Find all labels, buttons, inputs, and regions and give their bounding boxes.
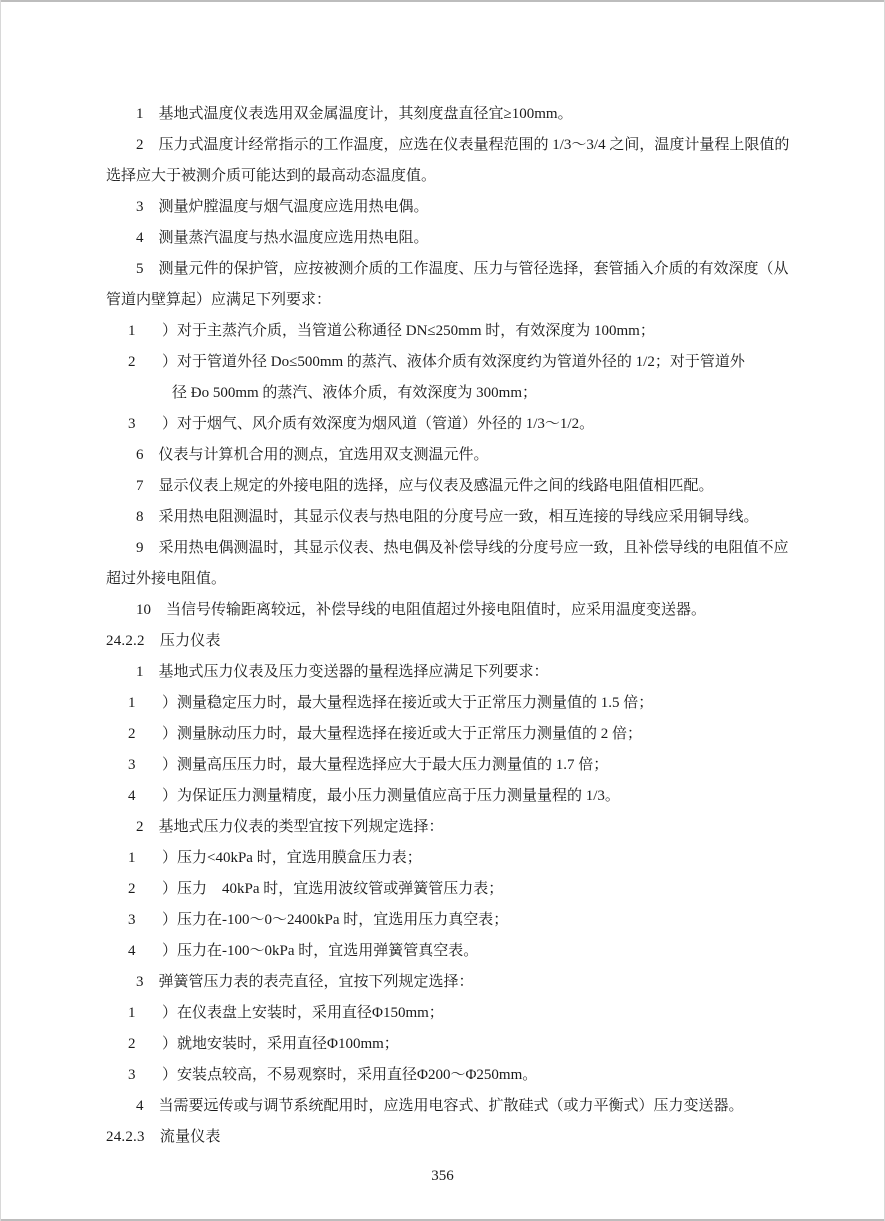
paragraph-pressure-1: 1 基地式压力仪表及压力变送器的量程选择应满足下列要求： xyxy=(136,664,549,680)
list-item-number: 1 xyxy=(128,1005,136,1021)
list-item-number: 3 xyxy=(128,912,136,928)
list-item-text: ）对于烟气、风介质有效深度为烟风道（管道）外径的 1/3～1/2。 xyxy=(162,416,595,432)
list-item-text: ）测量脉动压力时，最大量程选择在接近或大于正常压力测量值的 2 倍； xyxy=(162,726,643,742)
list-item xyxy=(106,1029,796,1060)
list-item xyxy=(106,874,796,905)
list-item xyxy=(106,936,796,967)
list-item-text: ）为保证压力测量精度，最小压力测量值应高于压力测量量程的 1/3。 xyxy=(162,788,620,804)
paragraph-temp-10: 10 当信号传输距离较远，补偿导线的电阻值超过外接电阻值时，应采用温度变送器。 xyxy=(136,602,707,618)
paragraph-temp-1: 1 基地式温度仪表选用双金属温度计，其刻度盘直径宜≥100mm。 xyxy=(136,106,573,122)
list-item-text: ）测量高压压力时，最大量程选择应大于最大压力测量值的 1.7 倍； xyxy=(162,757,609,773)
list-item-number: 2 xyxy=(128,726,136,742)
list-item-number: 2 xyxy=(128,354,136,370)
list-item-continuation: 径 Ðo 500mm 的蒸汽、液体介质，有效深度为 300mm； xyxy=(172,385,538,401)
list-item xyxy=(106,688,796,719)
list-item xyxy=(106,750,796,781)
page-left-border xyxy=(0,0,1,1221)
list-item-text: ）就地安装时，采用直径Φ100mm； xyxy=(162,1036,399,1052)
list-item xyxy=(106,1060,796,1091)
list-item-number: 2 xyxy=(128,881,136,897)
paragraph-temp-2: 2 压力式温度计经常指示的工作温度，应选在仪表量程范围的 1/3～3/4 之间，温度计量程上限值的选择应大于被测介质可能达到的最高动态温度值。 xyxy=(106,137,790,184)
body-text xyxy=(106,99,796,1153)
list-item-number: 1 xyxy=(128,850,136,866)
list-item-text: ）压力 40kPa 时，宜选用波纹管或弹簧管压力表； xyxy=(162,881,504,897)
list-item xyxy=(106,316,796,347)
list-item-number: 3 xyxy=(128,1067,136,1083)
list-item-text: ）对于管道外径 Do≤500mm 的蒸汽、液体介质有效深度约为管道外径的 1/2；对于管道外 xyxy=(162,354,745,370)
list-item xyxy=(106,719,796,750)
list-item-text: ）压力在-100～0kPa 时，宜选用弹簧管真空表。 xyxy=(162,943,479,959)
list-item-text: ）压力<40kPa 时，宜选用膜盒压力表； xyxy=(162,850,422,866)
list-item xyxy=(106,347,796,409)
list-item-number: 1 xyxy=(128,695,136,711)
list-item xyxy=(106,781,796,812)
paragraph-temp-6: 6 仪表与计算机合用的测点，宜选用双支测温元件。 xyxy=(136,447,489,463)
page-number: 356 xyxy=(431,1168,454,1184)
paragraph-pressure-4: 4 当需要远传或与调节系统配用时，应选用电容式、扩散硅式（或力平衡式）压力变送器。 xyxy=(136,1098,744,1114)
paragraph-pressure-3: 3 弹簧管压力表的表壳直径，宜按下列规定选择： xyxy=(136,974,474,990)
list-item-text: ）安装点较高，不易观察时，采用直径Φ200～Φ250mm。 xyxy=(162,1067,538,1083)
paragraph-temp-3: 3 测量炉膛温度与烟气温度应选用热电偶。 xyxy=(136,199,429,215)
section-heading-flow: 24.2.3 流量仪表 xyxy=(106,1129,221,1145)
paragraph-pressure-2: 2 基地式压力仪表的类型宜按下列规定选择： xyxy=(136,819,444,835)
list-item xyxy=(106,843,796,874)
list-item-text: ）测量稳定压力时，最大量程选择在接近或大于正常压力测量值的 1.5 倍； xyxy=(162,695,654,711)
page-top-border xyxy=(0,0,885,2)
list-item-number: 3 xyxy=(128,416,136,432)
list-item-text: ）对于主蒸汽介质，当管道公称通径 DN≤250mm 时，有效深度为 100mm； xyxy=(162,323,655,339)
paragraph-temp-5: 5 测量元件的保护管，应按被测介质的工作温度、压力与管径选择，套管插入介质的有效深度（从管道内壁算起）应满足下列要求： xyxy=(106,261,789,308)
list-item xyxy=(106,409,796,440)
paragraph-temp-7: 7 显示仪表上规定的外接电阻的选择，应与仪表及感温元件之间的线路电阻值相匹配。 xyxy=(136,478,714,494)
list-item-number: 3 xyxy=(128,757,136,773)
list-item-text: ）压力在-100～0～2400kPa 时，宜选用压力真空表； xyxy=(162,912,509,928)
paragraph-temp-8: 8 采用热电阻测温时，其显示仪表与热电阻的分度号应一致，相互连接的导线应采用铜导线。 xyxy=(136,509,759,525)
list-item-text: ）在仪表盘上安装时，采用直径Φ150mm； xyxy=(162,1005,444,1021)
list-item-number: 2 xyxy=(128,1036,136,1052)
list-item-number: 1 xyxy=(128,323,136,339)
paragraph-temp-9: 9 采用热电偶测温时，其显示仪表、热电偶及补偿导线的分度号应一致，且补偿导线的电阻值不应超过外接电阻值。 xyxy=(106,540,789,587)
paragraph-temp-4: 4 测量蒸汽温度与热水温度应选用热电阻。 xyxy=(136,230,429,246)
list-item xyxy=(106,998,796,1029)
list-item-number: 4 xyxy=(128,788,136,804)
section-heading-pressure: 24.2.2 压力仪表 xyxy=(106,633,221,649)
list-item xyxy=(106,905,796,936)
list-item-number: 4 xyxy=(128,943,136,959)
